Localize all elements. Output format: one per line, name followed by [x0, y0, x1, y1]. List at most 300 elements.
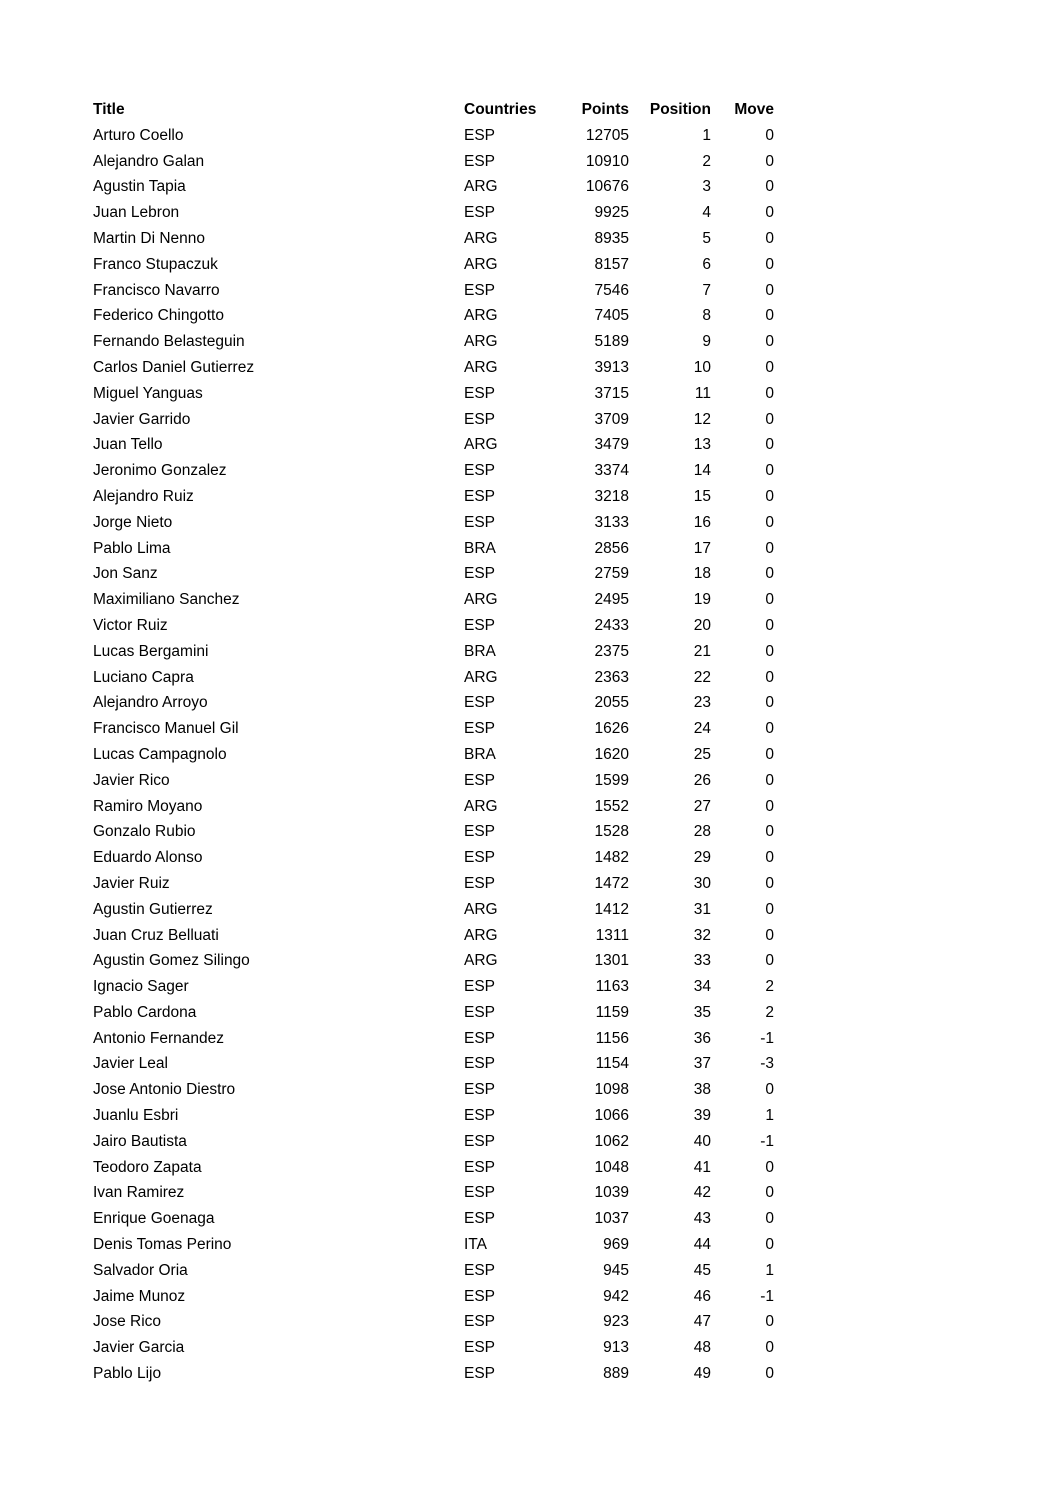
cell-position: 48 [693, 1339, 711, 1357]
cell-points: 7405 [594, 307, 629, 325]
table-row [93, 1258, 774, 1284]
cell-position: 39 [693, 1107, 711, 1125]
table-row [93, 329, 774, 355]
cell-move: 0 [765, 307, 774, 325]
table-row [93, 1284, 774, 1310]
table-row [93, 1026, 774, 1052]
cell-title: Pablo Lijo [93, 1365, 162, 1383]
table-row [93, 948, 774, 974]
table-row [93, 123, 774, 149]
cell-position: 28 [693, 823, 711, 841]
cell-points: 2856 [594, 539, 629, 557]
cell-countries: ESP [464, 1055, 496, 1073]
cell-points: 1154 [595, 1055, 629, 1073]
cell-position: 5 [702, 229, 711, 247]
cell-move: 2 [765, 1003, 774, 1021]
cell-countries: BRA [464, 745, 496, 763]
cell-points: 942 [603, 1287, 629, 1305]
cell-points: 1066 [594, 1107, 629, 1125]
cell-move: 0 [765, 1184, 774, 1202]
cell-title: Javier Garcia [93, 1339, 185, 1357]
cell-title: Juan Lebron [93, 204, 180, 222]
table-row [93, 742, 774, 768]
cell-move: 0 [765, 178, 774, 196]
table-row [93, 897, 774, 923]
cell-position: 3 [702, 178, 711, 196]
cell-position: 44 [693, 1236, 711, 1254]
cell-move: 0 [765, 281, 774, 299]
cell-title: Ivan Ramirez [93, 1184, 185, 1202]
cell-position: 40 [693, 1132, 711, 1150]
cell-countries: ESP [464, 152, 496, 170]
cell-position: 32 [693, 926, 711, 944]
cell-position: 41 [693, 1158, 711, 1176]
cell-move: 0 [765, 926, 774, 944]
cell-countries: ARG [464, 797, 498, 815]
cell-countries: ESP [464, 281, 496, 299]
cell-title: Agustin Gomez Silingo [93, 952, 250, 970]
cell-move: 1 [765, 1107, 774, 1125]
table-row [93, 1361, 774, 1387]
cell-position: 10 [693, 358, 711, 376]
cell-countries: ARG [464, 229, 498, 247]
cell-countries: ESP [464, 204, 496, 222]
cell-points: 1159 [595, 1003, 629, 1021]
cell-position: 30 [693, 874, 711, 892]
cell-title: Alejandro Ruiz [93, 487, 194, 505]
cell-points: 7546 [594, 281, 629, 299]
ranking-table [93, 97, 774, 1387]
cell-move: 0 [765, 410, 774, 428]
cell-position: 31 [693, 900, 711, 918]
cell-title: Jeronimo Gonzalez [93, 462, 227, 480]
cell-move: 0 [765, 591, 774, 609]
cell-move: 0 [765, 565, 774, 583]
cell-points: 2363 [594, 668, 629, 686]
cell-countries: ESP [464, 462, 496, 480]
cell-title: Jaime Munoz [93, 1287, 186, 1305]
table-row [93, 665, 774, 691]
cell-countries: ARG [464, 900, 498, 918]
cell-title: Juan Cruz Belluati [93, 926, 219, 944]
cell-countries: ESP [464, 126, 496, 144]
cell-points: 10676 [585, 178, 629, 196]
cell-title: Ramiro Moyano [93, 797, 203, 815]
cell-move: 0 [765, 900, 774, 918]
column-header-points: Points [581, 101, 629, 118]
cell-countries: ARG [464, 333, 498, 351]
table-row [93, 974, 774, 1000]
cell-move: 0 [765, 204, 774, 222]
cell-points: 1620 [594, 745, 629, 763]
table-row [93, 1309, 774, 1335]
cell-move: 0 [765, 720, 774, 738]
table-row [93, 1077, 774, 1103]
cell-position: 14 [693, 462, 711, 480]
cell-points: 2055 [594, 694, 629, 712]
table-row [93, 381, 774, 407]
cell-countries: ESP [464, 1261, 496, 1279]
cell-title: Denis Tomas Perino [93, 1236, 232, 1254]
cell-move: 0 [765, 126, 774, 144]
cell-position: 16 [693, 513, 711, 531]
cell-position: 18 [693, 565, 711, 583]
cell-points: 1163 [595, 978, 629, 996]
cell-points: 1552 [594, 797, 629, 815]
cell-title: Luciano Capra [93, 668, 194, 686]
table-row [93, 174, 774, 200]
cell-countries: ESP [464, 1313, 496, 1331]
cell-points: 913 [603, 1339, 629, 1357]
table-row [93, 484, 774, 510]
cell-points: 923 [603, 1313, 629, 1331]
cell-move: 0 [765, 462, 774, 480]
cell-points: 8935 [594, 229, 629, 247]
cell-position: 13 [693, 436, 711, 454]
cell-points: 969 [603, 1236, 629, 1254]
cell-points: 889 [603, 1365, 629, 1383]
cell-move: -1 [760, 1029, 774, 1047]
cell-move: 0 [765, 1081, 774, 1099]
cell-points: 1062 [594, 1132, 629, 1150]
cell-move: 1 [765, 1261, 774, 1279]
cell-position: 6 [702, 255, 711, 273]
cell-countries: ARG [464, 591, 498, 609]
cell-countries: ESP [464, 1107, 496, 1125]
cell-countries: ESP [464, 978, 496, 996]
cell-countries: ARG [464, 358, 498, 376]
cell-countries: BRA [464, 642, 496, 660]
cell-title: Federico Chingotto [93, 307, 224, 325]
table-row [93, 200, 774, 226]
table-row [93, 1155, 774, 1181]
cell-countries: ARG [464, 668, 498, 686]
cell-title: Agustin Tapia [93, 178, 186, 196]
table-row [93, 923, 774, 949]
cell-move: 0 [765, 229, 774, 247]
column-header-countries: Countries [464, 101, 537, 118]
table-row [93, 432, 774, 458]
cell-title: Agustin Gutierrez [93, 900, 213, 918]
cell-points: 3715 [594, 384, 629, 402]
cell-position: 34 [693, 978, 711, 996]
table-row [93, 1103, 774, 1129]
table-row [93, 226, 774, 252]
cell-move: 0 [765, 255, 774, 273]
cell-points: 1412 [594, 900, 629, 918]
cell-position: 35 [693, 1003, 711, 1021]
cell-title: Jairo Bautista [93, 1132, 187, 1150]
cell-title: Pablo Lima [93, 539, 171, 557]
cell-move: 0 [765, 384, 774, 402]
table-row [93, 871, 774, 897]
cell-countries: ESP [464, 1158, 496, 1176]
cell-position: 9 [702, 333, 711, 351]
cell-position: 27 [693, 797, 711, 815]
cell-points: 2375 [594, 642, 629, 660]
cell-countries: ESP [464, 849, 496, 867]
ranking-table-body [93, 123, 774, 1387]
cell-move: -1 [760, 1287, 774, 1305]
cell-move: 0 [765, 797, 774, 815]
cell-countries: ESP [464, 384, 496, 402]
cell-countries: ESP [464, 1081, 496, 1099]
cell-move: 0 [765, 874, 774, 892]
cell-countries: ESP [464, 694, 496, 712]
cell-position: 17 [693, 539, 711, 557]
cell-position: 37 [693, 1055, 711, 1073]
cell-move: 0 [765, 952, 774, 970]
table-row [93, 768, 774, 794]
cell-move: 0 [765, 487, 774, 505]
cell-move: -3 [760, 1055, 774, 1073]
cell-points: 1301 [594, 952, 629, 970]
cell-points: 3218 [594, 487, 629, 505]
cell-move: 0 [765, 539, 774, 557]
cell-countries: ITA [464, 1236, 487, 1254]
cell-move: 0 [765, 771, 774, 789]
table-row [93, 845, 774, 871]
cell-position: 7 [702, 281, 711, 299]
cell-position: 33 [693, 952, 711, 970]
cell-title: Jose Antonio Diestro [93, 1081, 236, 1099]
cell-points: 1482 [594, 849, 629, 867]
table-row [93, 149, 774, 175]
cell-title: Miguel Yanguas [93, 384, 203, 402]
cell-points: 9925 [594, 204, 629, 222]
cell-title: Francisco Manuel Gil [93, 720, 239, 738]
cell-move: 0 [765, 1339, 774, 1357]
cell-move: 0 [765, 333, 774, 351]
cell-countries: ESP [464, 1210, 496, 1228]
table-row [93, 355, 774, 381]
cell-position: 4 [702, 204, 711, 222]
cell-points: 1098 [594, 1081, 629, 1099]
cell-points: 1037 [594, 1210, 629, 1228]
table-row [93, 1051, 774, 1077]
table-row [93, 639, 774, 665]
cell-title: Victor Ruiz [93, 616, 168, 634]
cell-position: 36 [693, 1029, 711, 1047]
cell-points: 1039 [594, 1184, 629, 1202]
cell-move: 0 [765, 436, 774, 454]
cell-title: Juan Tello [93, 436, 163, 454]
cell-title: Pablo Cardona [93, 1003, 197, 1021]
cell-title: Alejandro Galan [93, 152, 205, 170]
table-row [93, 407, 774, 433]
cell-points: 5189 [594, 333, 629, 351]
cell-title: Jorge Nieto [93, 513, 173, 531]
table-row [93, 252, 774, 278]
cell-title: Gonzalo Rubio [93, 823, 196, 841]
cell-title: Maximiliano Sanchez [93, 591, 240, 609]
cell-countries: ARG [464, 436, 498, 454]
cell-title: Arturo Coello [93, 126, 184, 144]
table-row [93, 690, 774, 716]
cell-points: 1599 [594, 771, 629, 789]
cell-move: 0 [765, 642, 774, 660]
table-row [93, 510, 774, 536]
column-header-move: Move [734, 101, 774, 118]
cell-move: 0 [765, 1236, 774, 1254]
cell-countries: ESP [464, 720, 496, 738]
cell-move: 0 [765, 1313, 774, 1331]
cell-move: 0 [765, 358, 774, 376]
table-row [93, 458, 774, 484]
cell-position: 20 [693, 616, 711, 634]
table-row [93, 1232, 774, 1258]
cell-countries: ESP [464, 513, 496, 531]
cell-title: Fernando Belasteguin [93, 333, 245, 351]
table-row [93, 716, 774, 742]
table-row [93, 1129, 774, 1155]
cell-countries: ESP [464, 1339, 496, 1357]
cell-countries: ESP [464, 565, 496, 583]
cell-points: 1048 [594, 1158, 629, 1176]
cell-countries: ARG [464, 307, 498, 325]
cell-position: 24 [693, 720, 711, 738]
cell-points: 12705 [585, 126, 629, 144]
cell-countries: ESP [464, 874, 496, 892]
cell-position: 46 [693, 1287, 711, 1305]
cell-countries: ESP [464, 1003, 496, 1021]
cell-title: Jose Rico [93, 1313, 162, 1331]
cell-title: Antonio Fernandez [93, 1029, 224, 1047]
cell-title: Lucas Campagnolo [93, 745, 227, 763]
cell-move: 2 [765, 978, 774, 996]
cell-title: Ignacio Sager [93, 978, 189, 996]
cell-points: 945 [603, 1261, 629, 1279]
cell-position: 19 [693, 591, 711, 609]
cell-countries: ARG [464, 926, 498, 944]
cell-move: 0 [765, 823, 774, 841]
cell-position: 29 [693, 849, 711, 867]
cell-position: 8 [702, 307, 711, 325]
cell-move: 0 [765, 1365, 774, 1383]
cell-points: 1528 [594, 823, 629, 841]
table-row [93, 536, 774, 562]
table-row [93, 794, 774, 820]
cell-countries: ESP [464, 487, 496, 505]
cell-points: 8157 [594, 255, 629, 273]
cell-move: -1 [760, 1132, 774, 1150]
cell-title: Salvador Oria [93, 1261, 188, 1279]
cell-move: 0 [765, 1210, 774, 1228]
cell-title: Lucas Bergamini [93, 642, 209, 660]
cell-countries: ESP [464, 616, 496, 634]
table-row [93, 1180, 774, 1206]
cell-position: 23 [693, 694, 711, 712]
cell-title: Javier Rico [93, 771, 170, 789]
cell-countries: ARG [464, 178, 498, 196]
table-row [93, 819, 774, 845]
cell-points: 10910 [585, 152, 629, 170]
cell-points: 1311 [595, 926, 629, 944]
cell-move: 0 [765, 513, 774, 531]
cell-title: Teodoro Zapata [93, 1158, 202, 1176]
cell-title: Martin Di Nenno [93, 229, 205, 247]
cell-position: 26 [693, 771, 711, 789]
cell-move: 0 [765, 152, 774, 170]
table-row [93, 613, 774, 639]
table-row [93, 587, 774, 613]
cell-position: 1 [702, 126, 711, 144]
cell-title: Franco Stupaczuk [93, 255, 218, 273]
cell-position: 12 [693, 410, 711, 428]
cell-countries: ESP [464, 823, 496, 841]
cell-countries: ARG [464, 952, 498, 970]
cell-position: 21 [693, 642, 711, 660]
cell-position: 47 [693, 1313, 711, 1331]
cell-countries: ESP [464, 1029, 496, 1047]
cell-title: Javier Garrido [93, 410, 191, 428]
table-row [93, 1335, 774, 1361]
cell-title: Javier Leal [93, 1055, 168, 1073]
cell-points: 3479 [594, 436, 629, 454]
cell-points: 3133 [594, 513, 629, 531]
table-row [93, 278, 774, 304]
cell-move: 0 [765, 616, 774, 634]
cell-points: 1626 [594, 720, 629, 738]
column-header-title: Title [93, 101, 125, 118]
cell-countries: ARG [464, 255, 498, 273]
cell-countries: ESP [464, 1132, 496, 1150]
cell-title: Enrique Goenaga [93, 1210, 215, 1228]
cell-move: 0 [765, 1158, 774, 1176]
cell-points: 1472 [594, 874, 629, 892]
cell-position: 25 [693, 745, 711, 763]
cell-title: Eduardo Alonso [93, 849, 203, 867]
cell-title: Juanlu Esbri [93, 1107, 179, 1125]
cell-position: 43 [693, 1210, 711, 1228]
cell-position: 22 [693, 668, 711, 686]
cell-countries: ESP [464, 1287, 496, 1305]
cell-move: 0 [765, 849, 774, 867]
cell-position: 42 [693, 1184, 711, 1202]
cell-title: Carlos Daniel Gutierrez [93, 358, 255, 376]
cell-points: 2759 [594, 565, 629, 583]
cell-title: Javier Ruiz [93, 874, 170, 892]
cell-move: 0 [765, 668, 774, 686]
table-row [93, 1000, 774, 1026]
cell-move: 0 [765, 745, 774, 763]
cell-move: 0 [765, 694, 774, 712]
cell-position: 15 [693, 487, 711, 505]
cell-countries: ESP [464, 1365, 496, 1383]
table-row [93, 561, 774, 587]
cell-countries: ESP [464, 771, 496, 789]
cell-title: Jon Sanz [93, 565, 158, 583]
cell-points: 1156 [595, 1029, 629, 1047]
cell-position: 38 [693, 1081, 711, 1099]
cell-points: 3913 [594, 358, 629, 376]
cell-points: 2433 [594, 616, 629, 634]
column-header-position: Position [649, 101, 711, 118]
cell-countries: ESP [464, 1184, 496, 1202]
table-header-row [93, 97, 774, 123]
cell-points: 3374 [594, 462, 629, 480]
cell-title: Francisco Navarro [93, 281, 220, 299]
table-row [93, 303, 774, 329]
cell-position: 11 [694, 384, 711, 402]
cell-countries: BRA [464, 539, 496, 557]
cell-countries: ESP [464, 410, 496, 428]
cell-title: Alejandro Arroyo [93, 694, 208, 712]
table-row [93, 1206, 774, 1232]
cell-position: 2 [702, 152, 711, 170]
cell-points: 2495 [594, 591, 629, 609]
cell-position: 49 [693, 1365, 711, 1383]
